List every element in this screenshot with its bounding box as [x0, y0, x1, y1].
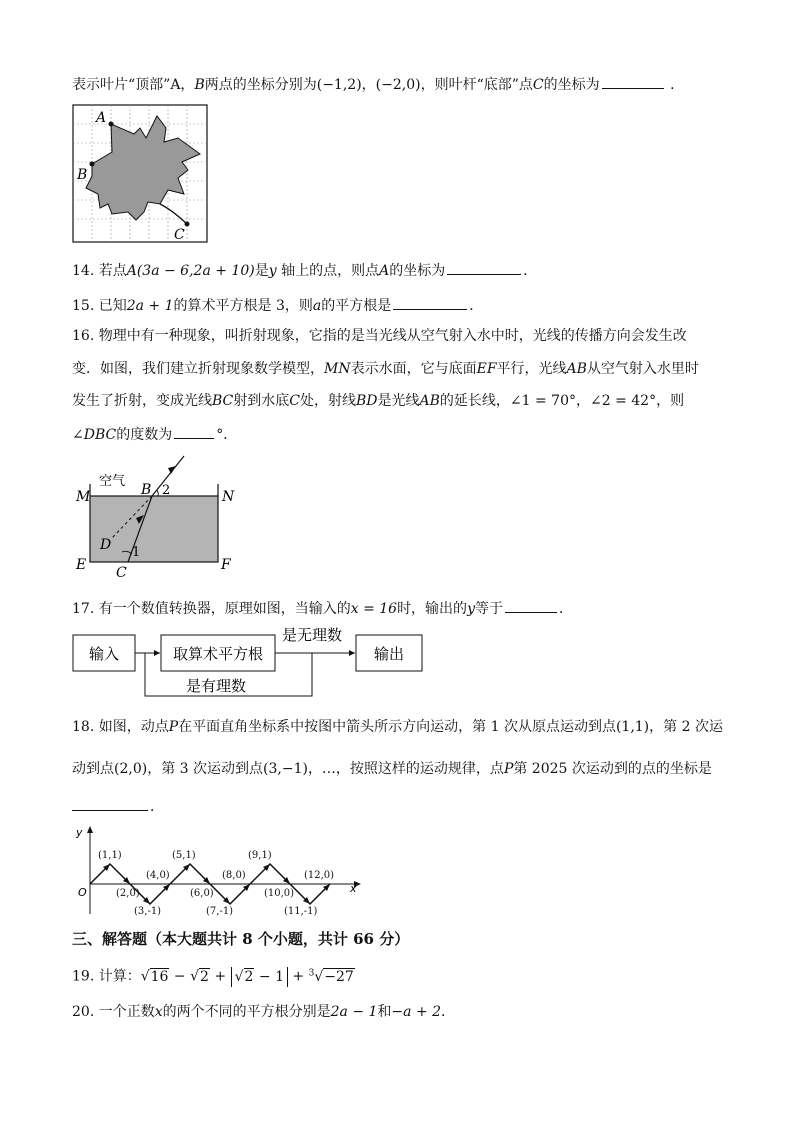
svg-text:(8,0): (8,0) [222, 870, 246, 881]
svg-text:(7,-1): (7,-1) [206, 906, 234, 917]
answer-blank[interactable] [393, 294, 467, 310]
q19-text: 19. 计算：√16 − √2 + √2 − 1 + $^3$√−27 [72, 968, 354, 985]
q15-text: 15. 已知2a + 1的算术平方根是 3，则a的平方根是 ． [72, 294, 483, 316]
svg-text:(1,1): (1,1) [98, 850, 122, 861]
svg-text:输出: 输出 [373, 645, 405, 663]
answer-blank[interactable] [174, 423, 214, 439]
q13-coordB: (−2,0) [375, 77, 421, 93]
svg-text:y: y [76, 826, 83, 839]
svg-text:x: x [350, 882, 357, 895]
motion-path-figure [72, 822, 372, 918]
leaf-label-c: C [174, 227, 185, 243]
svg-text:(2,0): (2,0) [116, 888, 140, 899]
svg-text:取算术平方根: 取算术平方根 [172, 645, 264, 663]
leaf-stem [160, 204, 187, 224]
answer-blank[interactable] [72, 795, 148, 811]
q13-coordA: (−1,2) [316, 77, 362, 93]
svg-text:(12,0): (12,0) [304, 870, 335, 881]
answer-blank[interactable] [505, 597, 557, 613]
q16-line1: 16. 物理中有一种现象，叫折射现象，它指的是当光线从空气射入水中时，光线的传播方向会发生改 [72, 328, 687, 344]
q14-text: 14. 若点A(3a − 6,2a + 10)是y 轴上的点，则点A的坐标为 ． [72, 259, 537, 281]
svg-text:(9,1): (9,1) [248, 850, 272, 861]
svg-text:N: N [222, 489, 235, 505]
svg-text:(10,0): (10,0) [264, 888, 295, 899]
svg-text:C: C [116, 565, 127, 581]
converter-flowchart [72, 624, 432, 700]
svg-text:M: M [76, 489, 91, 505]
svg-text:1: 1 [132, 545, 141, 560]
q18-line2: 动到点(2,0)，第 3 次运动到点(3,−1)，…，按照这样的运动规律，点P第 2025 次运动到的点的坐标是 [72, 761, 712, 777]
svg-text:(6,0): (6,0) [190, 888, 214, 899]
leaf-shape [86, 116, 200, 220]
svg-text:输入: 输入 [88, 645, 120, 663]
svg-text:O: O [78, 886, 87, 899]
abs-value: √2 − 1 [231, 967, 288, 987]
answer-blank[interactable] [602, 73, 664, 89]
svg-text:F: F [221, 557, 231, 573]
svg-text:(11,-1): (11,-1) [284, 906, 318, 917]
q20-text: 20. 一个正数x的两个不同的平方根分别是2a − 1和−a + 2． [72, 1004, 456, 1020]
svg-text:(5,1): (5,1) [172, 850, 196, 861]
q18-line1: 18. 如图，动点P在平面直角坐标系中按图中箭头所示方向运动，第 1 次从原点运动到点(1,1)，第 2 次运 [72, 719, 723, 735]
y-axis-arrow-icon [87, 826, 93, 833]
q18-line3: ． [72, 795, 164, 817]
svg-text:是无理数: 是无理数 [281, 626, 343, 644]
q16-line2: 变．如图，我们建立折射现象数学模型，MN表示水面，它与底面EF平行，光线AB从空气射入水里时 [72, 361, 699, 377]
q16-line4: ∠DBC的度数为 °． [72, 423, 237, 445]
svg-text:D: D [100, 537, 112, 553]
ray-arrow-icon [168, 466, 176, 474]
svg-text:(3,-1): (3,-1) [134, 906, 162, 917]
svg-text:是有理数: 是有理数 [185, 677, 247, 695]
arrow-icon [349, 650, 355, 656]
q17-text: 17. 有一个数值转换器，原理如图，当输入的x = 16时，输出的y等于 ． [72, 597, 573, 619]
svg-text:(4,0): (4,0) [146, 870, 170, 881]
leaf-label-a: A [96, 110, 107, 126]
refraction-figure [72, 452, 242, 584]
svg-text:2: 2 [162, 483, 171, 498]
q16-line3: 发生了折射，变成光线BC射到水底C处，射线BD是光线AB的延长线，∠1 = 70°，∠2 = 42°，则 [72, 393, 685, 409]
q13-text: 表示叶片“顶部”A，B两点的坐标分别为(−1,2)，(−2,0)，则叶杆“底部”点C的坐标为 ． [72, 73, 684, 95]
arrow-icon [154, 650, 160, 656]
q14-point: A(3a − 6,2a + 10) [126, 263, 255, 279]
maple-leaf-figure [72, 104, 210, 244]
section-3-title: 三、解答题（本大题共计 8 个小题，共计 66 分） [72, 930, 410, 948]
leaf-label-b: B [77, 167, 88, 183]
svg-text:E: E [76, 557, 87, 573]
svg-text:空气: 空气 [99, 474, 126, 489]
answer-blank[interactable] [447, 259, 521, 275]
svg-text:B: B [141, 482, 152, 498]
